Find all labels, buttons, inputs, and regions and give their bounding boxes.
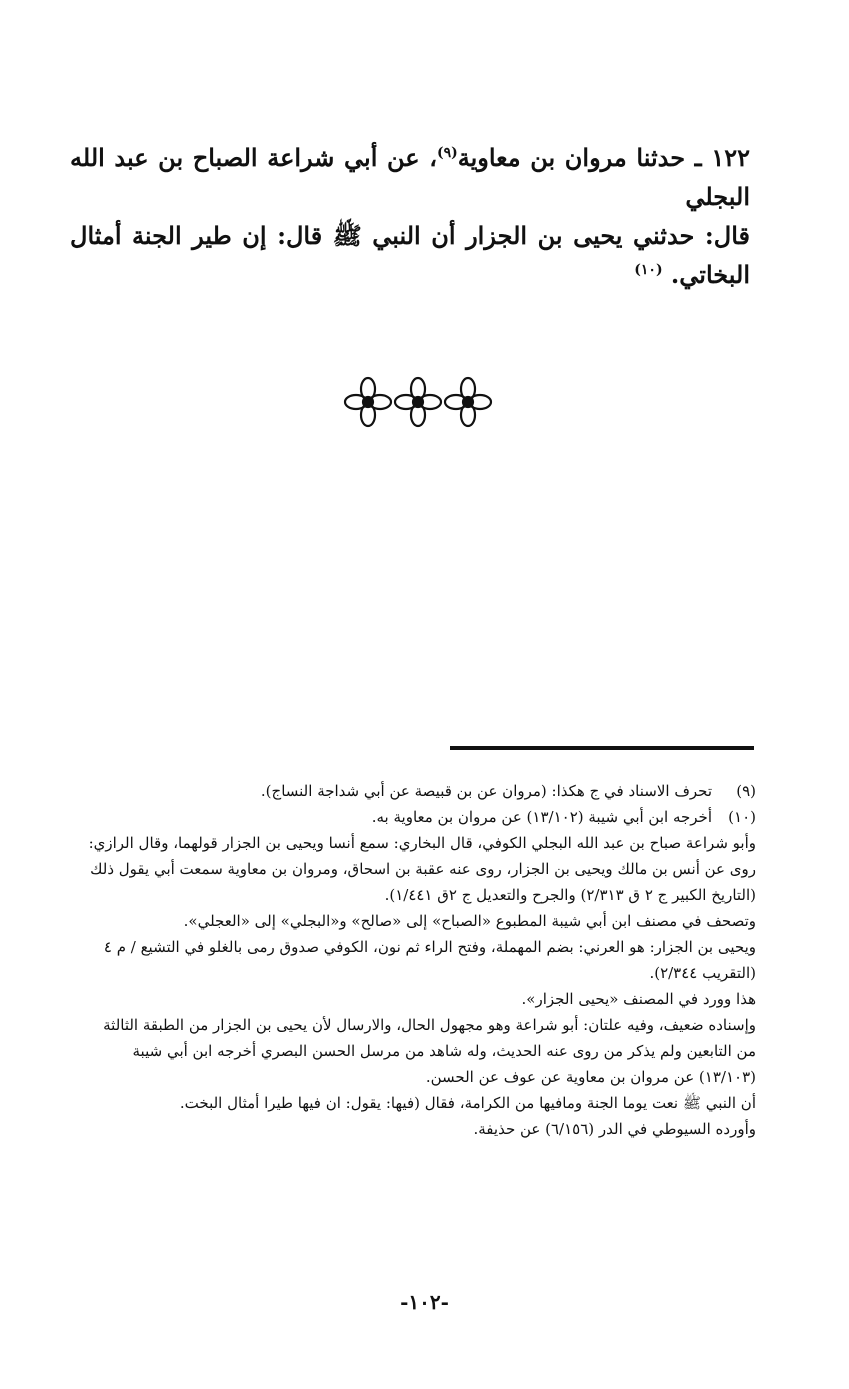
footnote-number: (١٠) (728, 808, 756, 826)
footnote-number: (٩) (736, 782, 756, 800)
footnote-9 (80, 778, 756, 804)
footnote-paragraph: ويحيى بن الجزار: هو العرني: بضم المهملة، وفتح الراء ثم نون، الكوفي صدوق رمى بالغلو في التشيع / م ٤ (التقريب ٢/٣٤٤). (103, 938, 756, 982)
hadith-line-1-end: ، عن أبي شراعة الصباح بن عبد الله البجلي (70, 143, 750, 211)
footnote-ref-9: (٩) (436, 145, 458, 161)
hadith-line-2-text: قال: حدثني يحيى بن الجزار أن النبي ﷺ قال: إن طير الجنة أمثال البخاتي. (70, 221, 750, 289)
footnote-paragraph: هذا وورد في المصنف «يحيى الجزار». (521, 990, 756, 1008)
footnote-paragraph: وأورده السيوطي في الدر (٦/١٥٦) عن حذيفة. (473, 1120, 756, 1138)
footnote-ref-10: (١٠) (634, 262, 663, 278)
footnote-text: أخرجه ابن أبي شيبة (١٣/١٠٢) عن مروان بن معاوية به. (371, 808, 712, 826)
footnote-paragraph: وإسناده ضعيف، وفيه علتان: أبو شراعة وهو مجهول الحال، والارسال لأن يحيى بن الجزار من الطبقة الثالثة من التابعين ولم يذكر من روى عنه الحديث، وله شاهد من مرسل الحسن البصري أخرجه ابن أبي شيبة (١٣/١٠٣) عن مروان بن معاوية عن عوف عن الحسن. (103, 1016, 756, 1086)
page-number: -١٠٢- (400, 1290, 449, 1314)
hadith-text (70, 138, 750, 294)
footnote-separator (450, 746, 754, 750)
hadith-line-1 (70, 138, 750, 216)
footnote-text: تحرف الاسناد في ج هكذا: (مروان عن بن قبيصة عن أبي شداجة النساج). (260, 782, 712, 800)
footnote-paragraph: وأبو شراعة صباح بن عبد الله البجلي الكوفي، قال البخاري: سمع أنسا ويحيى بن الجزار قولهما، وقال الرازي: روى عن أنس بن مالك ويحيى بن الجزار، روى عنه عقبة بن اسحاق، ومروان بن معاوية سمعت أبي يقول ذلك (التاريخ الكبير ج ٢ ق ٢/٣١٣) والجرح والتعديل ج ٢ق ١/٤٤١). (88, 834, 756, 904)
hadith-line-2 (70, 216, 750, 294)
hadith-line-1-start: ١٢٢ ـ حدثنا مروان بن معاوية (457, 143, 750, 172)
footnote-10 (80, 804, 756, 830)
footnote-paragraph: أن النبي ﷺ نعت يوما الجنة ومافيها من الكرامة، فقال (فيها: يقول: ان فيها طيرا أمثال البخت. (179, 1094, 756, 1112)
footnote-paragraph: وتصحف في مصنف ابن أبي شيبة المطبوع «الصباح» إلى «صالح» و«البجلي» إلى «العجلي». (183, 912, 756, 930)
footnotes (80, 778, 756, 1142)
floral-ornament-icon (338, 372, 498, 432)
